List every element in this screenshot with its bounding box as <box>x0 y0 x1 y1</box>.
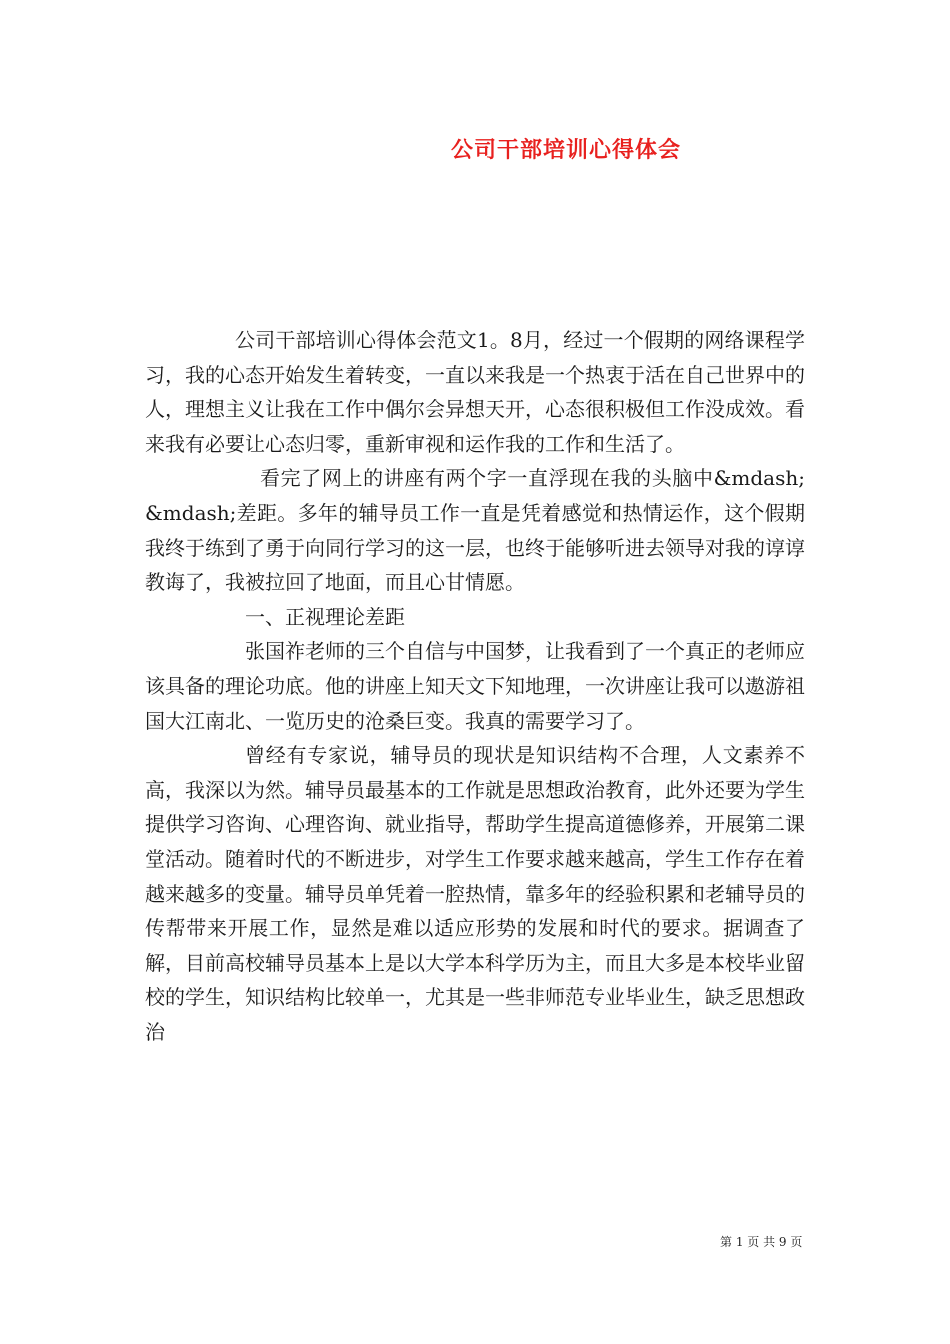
paragraph: 曾经有专家说，辅导员的现状是知识结构不合理，人文素养不高，我深以为然。辅导员最基本的工作就是思想政治教育，此外还要为学生提供学习咨询、心理咨询、就业指导，帮助学生提高道德修养，开展第二课堂活动。随着时代的不断进步，对学生工作要求越来越高，学生工作存在着越来越多的变量。辅导员单凭着一腔热情，靠多年的经验积累和老辅导员的传帮带来开展工作，显然是难以适应形势的发展和时代的要求。据调查了解，目前高校辅导员基本上是以大学本科学历为主，而且大多是本校毕业留校的学生，知识结构比较单一，尤其是一些非师范专业毕业生，缺乏思想政治 <box>145 743 805 1044</box>
document-title: 公司干部培训心得体会 <box>451 137 682 163</box>
section-heading: 一、正视理论差距 <box>245 604 405 629</box>
paragraph: 张国祚老师的三个自信与中国梦，让我看到了一个真正的老师应该具备的理论功底。他的讲座上知天文下知地理，一次讲座让我可以遨游祖国大江南北、一览历史的沧桑巨变。我真的需要学习了。 <box>145 639 805 733</box>
document-body <box>145 323 805 1049</box>
paragraph: 看完了网上的讲座有两个字一直浮现在我的头脑中&mdash;&mdash;差距。多年的辅导员工作一直是凭着感觉和热情运作，这个假期我终于练到了勇于向同行学习的这一层，也终于能够听进去领导对我的谆谆教诲了，我被拉回了地面，而且心甘情愿。 <box>145 466 805 595</box>
page-footer: 第 1 页 共 9 页 <box>720 1235 803 1249</box>
paragraph: 公司干部培训心得体会范文1。8月，经过一个假期的网络课程学习，我的心态开始发生着转变，一直以来我是一个热衷于活在自己世界中的人，理想主义让我在工作中偶尔会异想天开，心态很积极但工作没成效。看来我有必要让心态归零，重新审视和运作我的工作和生活了。 <box>145 328 805 456</box>
